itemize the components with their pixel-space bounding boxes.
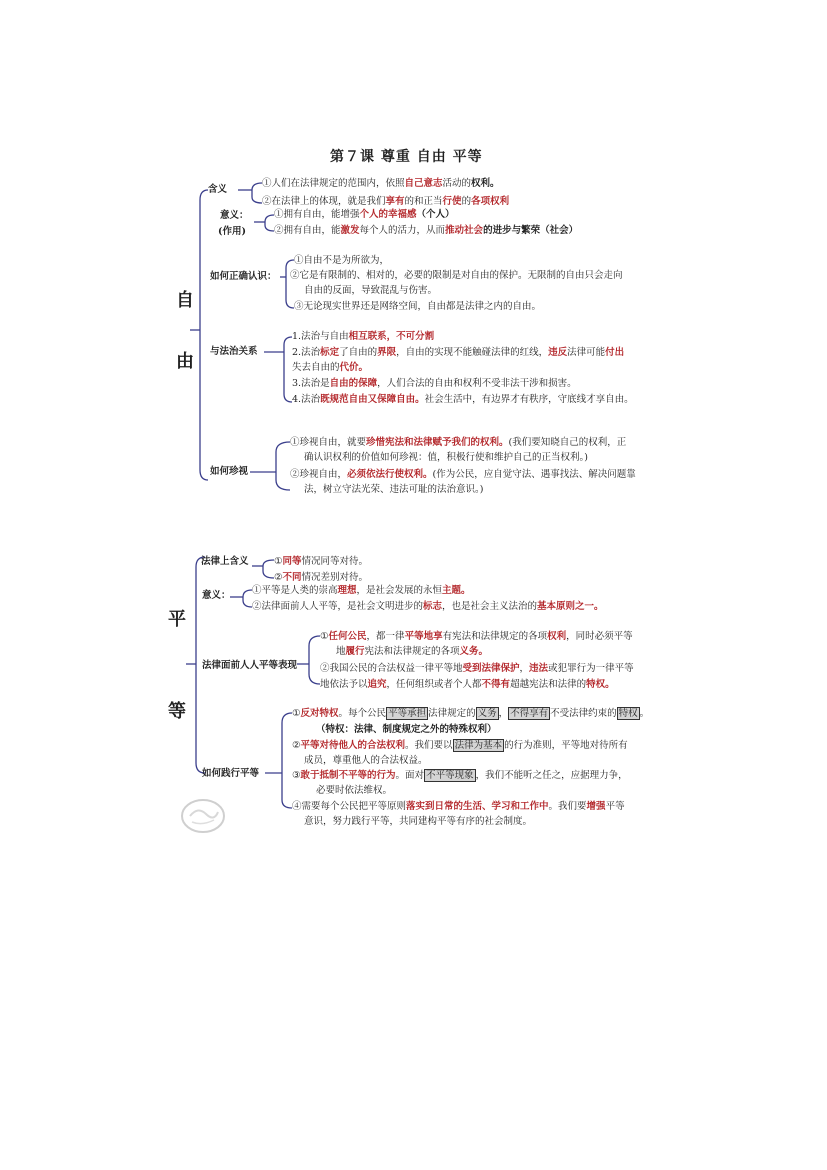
- equality-significance-item-1: ①平等是人类的崇高理想，是社会发展的永恒主题。: [252, 585, 471, 596]
- equality-heading-char2: 等: [168, 701, 186, 722]
- decorative-stamp-image: [180, 796, 226, 836]
- freedom-understanding-item-2: ②它是有限制的、相对的，必要的限制是对自由的保护。无限制的自由只会走向: [290, 270, 623, 281]
- freedom-heading-char2: 由: [176, 351, 194, 372]
- freedom-law-relation-item-1: 1.法治与自由相互联系，不可分割: [292, 331, 435, 342]
- page-title: 第７课 尊重 自由 平等: [330, 149, 483, 165]
- freedom-cherish-item-2-cont: 法，树立守法光荣、违法可耻的法治意识。): [304, 484, 484, 495]
- freedom-significance-item-2: ②拥有自由，能激发每个人的活力，从而推动社会的进步与繁荣（社会）: [274, 225, 579, 236]
- freedom-cherish-item-2: ②珍视自由，必须依法行使权利。(作为公民，应自觉守法、遇事找法、解决问题靠: [290, 469, 636, 480]
- equality-practice-item-1: ①反对特权。每个公民 平等承担 法律规定的 义务 ， 不得享有 不受法律约束的 特权 。: [292, 708, 650, 719]
- equality-manifestation-item-1-cont: 地履行宪法和法律规定的各项义务。: [336, 646, 489, 657]
- equality-significance-item-2: ②法律面前人人平等，是社会文明进步的标志，也是社会主义法治的基本原则之一。: [252, 601, 604, 612]
- freedom-cherish-item-1: ①珍视自由，就要珍惜宪法和法律赋予我们的权利。(我们要知晓自己的权利，正: [290, 437, 627, 448]
- freedom-understanding-label: 如何正确认识：: [210, 271, 277, 282]
- freedom-significance-item-1: ①拥有自由，能增强个人的幸福感（个人）: [274, 209, 455, 220]
- freedom-heading-char1: 自: [176, 290, 194, 311]
- equality-practice-item-2: ②平等对待他人的合法权利。我们要以 法律为基本 的行为准则，平等地对待所有: [292, 740, 628, 751]
- equality-manifestation-item-2: ②我国公民的合法权益一律平等地受到法律保护，违法或犯罪行为一律平等: [320, 663, 634, 674]
- freedom-meaning-item-2: ②在法律上的体现，就是我们享有的和正当行使的各项权利: [262, 196, 510, 207]
- freedom-understanding-item-1: ①自由不是为所欲为，: [294, 255, 390, 266]
- freedom-significance-sub: (作用): [218, 226, 246, 237]
- equality-manifestation-label: 法律面前人人平等表现: [202, 660, 298, 671]
- equality-legal-meaning-item-1: ①同等情况同等对待。: [274, 556, 369, 567]
- equality-practice-item-2-cont: 成员，尊重他人的合法权益。: [304, 755, 428, 766]
- equality-practice-item-4: ④需要每个公民把平等原则落实到日常的生活、学习和工作中。我们要增强平等: [292, 801, 625, 812]
- freedom-significance-label: 意义：: [220, 210, 249, 221]
- freedom-law-relation-item-2: 2.法治标定了自由的界限，自由的实现不能触碰法律的红线，违反法律可能付出: [292, 347, 625, 358]
- equality-practice-item-4-cont: 意识，努力践行平等，共同建构平等有序的社会制度。: [304, 816, 533, 827]
- equality-manifestation-item-2-cont: 地依法予以追究，任何组织或者个人都不得有超越宪法和法律的特权。: [320, 679, 615, 690]
- equality-legal-meaning-item-2: ②不同情况差别对待。: [274, 572, 369, 583]
- freedom-law-relation-item-4: 4.法治既规范自由又保障自由。社会生活中，有边界才有秩序，守底线才享自由。: [292, 394, 634, 405]
- equality-practice-item-3-cont: 必要时依法维权。: [316, 785, 393, 796]
- freedom-cherish-label: 如何珍视: [210, 466, 249, 477]
- freedom-cherish-item-1-cont: 确认识权利的价值如何珍视：值，积极行使和维护自己的正当权利。): [304, 452, 588, 463]
- freedom-meaning-label: 含义: [208, 184, 228, 195]
- equality-manifestation-item-1: ①任何公民，都一律平等地享有宪法和法律规定的各项权利，同时必须平等: [320, 631, 633, 642]
- freedom-law-relation-label: 与法治关系: [210, 346, 258, 357]
- equality-practice-label: 如何践行平等: [202, 768, 260, 779]
- equality-practice-item-3: ③敢于抵制不平等的行为。面对 不平等现象 ，我们不能听之任之，应据理力争，: [292, 770, 628, 781]
- equality-significance-label: 意义：: [202, 590, 231, 601]
- equality-practice-item-1-note: （特权：法律、制度规定之外的特殊权利）: [316, 724, 497, 735]
- freedom-law-relation-item-3: 3.法治是自由的保障，人们合法的自由和权利不受非法干涉和损害。: [292, 378, 577, 389]
- freedom-understanding-item-3: ③无论现实世界还是网络空间，自由都是法律之内的自由。: [294, 301, 542, 312]
- freedom-meaning-item-1: ①人们在法律规定的范围内，依照自己意志活动的权利。: [262, 178, 500, 189]
- freedom-law-relation-item-2-cont: 失去自由的代价。: [292, 362, 369, 373]
- freedom-understanding-item-2-cont: 自由的反面，导致混乱与伤害。: [304, 285, 438, 296]
- equality-heading-char1: 平: [168, 609, 186, 630]
- equality-legal-meaning-label: 法律上含义: [201, 556, 249, 567]
